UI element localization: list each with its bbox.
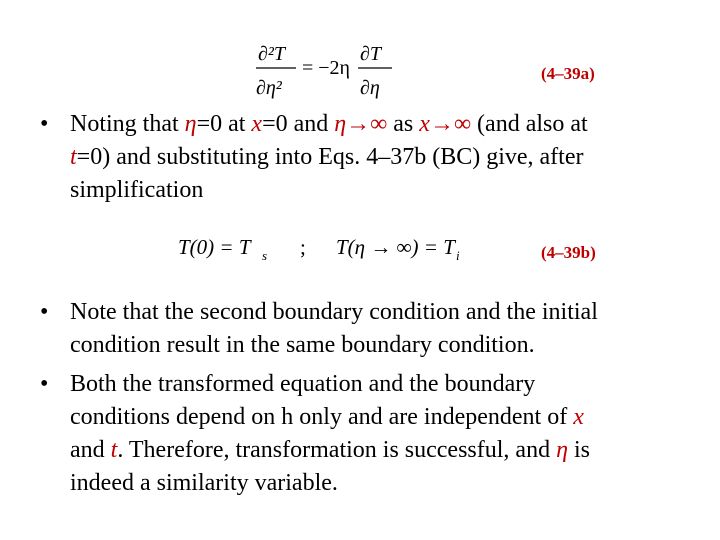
eq-b-right: T(η → ∞) = T (336, 235, 455, 259)
bullet-2: • Note that the second boundary condition and the initial condition result in the same boundary condition. (40, 296, 700, 362)
equation-4-39b (176, 226, 476, 272)
bullet-1: • Noting that η=0 at x=0 and η→∞ as x→∞ (and also at t=0) and substituting into Eqs. 4–37b (BC) give, after simplification (40, 108, 700, 207)
eq-a-equals: = −2η (302, 57, 351, 79)
bullet-mark: • (40, 111, 49, 137)
equation-tag-a: (4–39a) (541, 64, 595, 83)
eq-a-lhs-denominator: ∂η² (256, 77, 282, 99)
eq-b-right-subscript: i (456, 248, 460, 263)
eq-a-rhs-numerator: ∂T (360, 43, 382, 65)
equation-4-39a (250, 38, 410, 108)
bullet-mark: • (40, 371, 49, 397)
eq-a-lhs-numerator: ∂²T (258, 43, 286, 65)
bullet-3: • Both the transformed equation and the boundary conditions depend on h only and are independent of x and t. Therefore, transformation is successful, and η is indeed a similarity variable. (40, 368, 700, 500)
eq-b-left: T(0) = T (178, 235, 251, 259)
bullet-mark: • (40, 299, 49, 325)
equation-tag-b: (4–39b) (541, 243, 596, 262)
eq-a-rhs-denominator: ∂η (360, 77, 380, 99)
eq-b-separator: ; (300, 235, 306, 259)
eq-b-left-subscript: s (262, 248, 268, 263)
